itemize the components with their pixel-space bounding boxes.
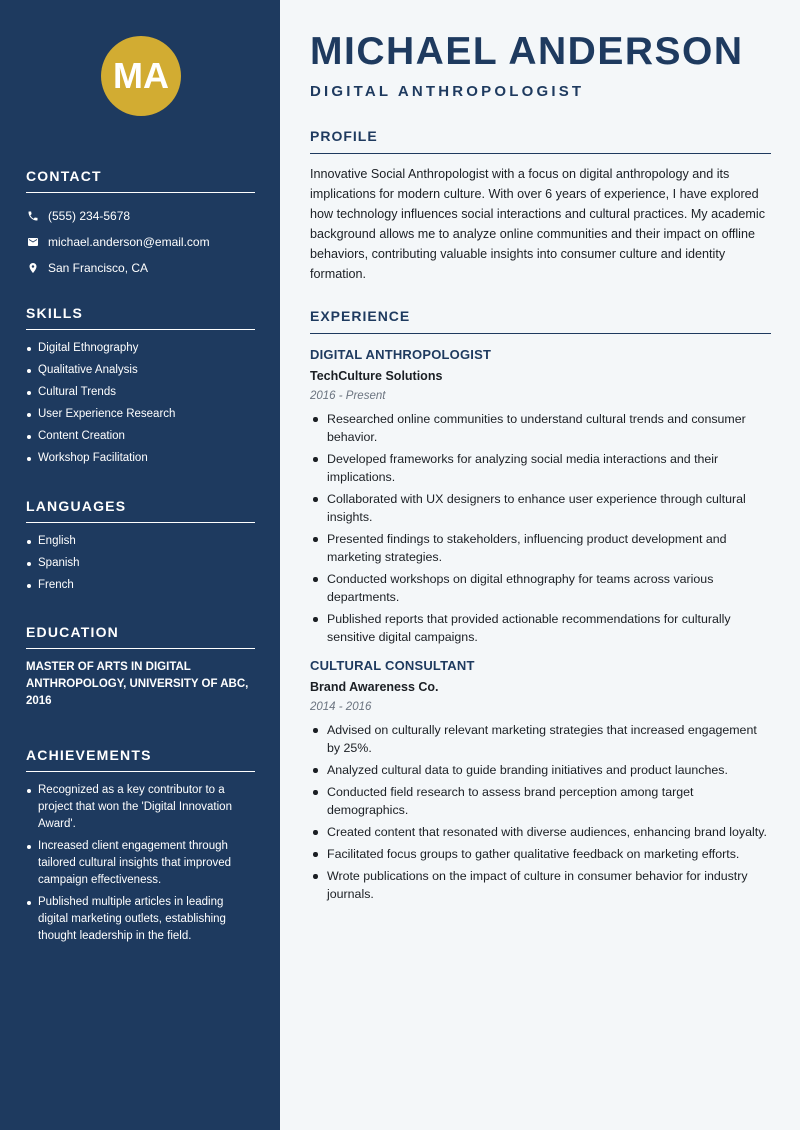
sidebar — [0, 0, 280, 1130]
job-bullet: Created content that resonated with diverse audiences, enhancing brand loyalty. — [310, 823, 771, 841]
job-entry — [310, 347, 771, 646]
achievements-list — [26, 782, 255, 945]
contact-location-text: San Francisco, CA — [48, 261, 149, 275]
contact-location — [26, 255, 255, 281]
profile-section — [310, 128, 771, 284]
language-item: French — [26, 577, 255, 594]
contact-heading: CONTACT — [26, 168, 255, 193]
job-bullet: Conducted workshops on digital ethnography for teams across various departments. — [310, 570, 771, 606]
skill-item: User Experience Research — [26, 406, 255, 423]
profile-text: Innovative Social Anthropologist with a focus on digital anthropology and its implications for modern culture. With over 6 years of experience, I have explored how technology influences social interactions and cultural practices. My academic background allows me to analyze online communities and their impact on offline behaviors, contributing valuable insights into consumer culture and identity formation. — [310, 167, 766, 281]
job-bullet-list — [310, 721, 771, 903]
language-item: Spanish — [26, 555, 255, 572]
job-bullet: Facilitated focus groups to gather qualitative feedback on marketing efforts. — [310, 845, 771, 863]
envelope-icon — [26, 235, 40, 249]
achievement-item: Recognized as a key contributor to a project that won the 'Digital Innovation Award'. — [26, 782, 255, 833]
education-heading: EDUCATION — [26, 624, 255, 649]
contact-phone[interactable] — [26, 203, 255, 229]
profile-heading: PROFILE — [310, 128, 771, 154]
contact-email[interactable] — [26, 229, 255, 255]
avatar-initials: MA — [101, 36, 181, 116]
achievement-item: Increased client engagement through tailored cultural insights that improved campaign effectiveness. — [26, 838, 255, 889]
languages-list — [26, 533, 255, 594]
skill-item: Content Creation — [26, 428, 255, 445]
phone-icon — [26, 209, 40, 223]
job-bullet: Analyzed cultural data to guide branding initiatives and product launches. — [310, 761, 771, 779]
skill-item: Qualitative Analysis — [26, 362, 255, 379]
job-bullet-list — [310, 410, 771, 646]
job-company: Brand Awareness Co. — [310, 680, 439, 694]
job-entry — [310, 658, 771, 903]
job-dates: 2016 - Present — [310, 390, 386, 402]
job-bullet: Wrote publications on the impact of culture in consumer behavior for industry journals. — [310, 867, 771, 903]
candidate-name: MICHAEL ANDERSON — [310, 30, 744, 73]
job-bullet: Presented findings to stakeholders, influencing product development and marketing strategies. — [310, 530, 771, 566]
language-item: English — [26, 533, 255, 550]
map-pin-icon — [26, 261, 40, 275]
languages-heading: LANGUAGES — [26, 498, 255, 523]
skill-item: Digital Ethnography — [26, 340, 255, 357]
contact-email-text: michael.anderson@email.com — [48, 235, 210, 249]
education-degree: MASTER OF ARTS IN DIGITAL ANTHROPOLOGY, UNIVERSITY OF ABC, 2016 — [26, 661, 249, 707]
achievements-heading: ACHIEVEMENTS — [26, 747, 255, 772]
skill-item: Cultural Trends — [26, 384, 255, 401]
contact-section — [26, 168, 255, 281]
job-bullet: Published reports that provided actionable recommendations for culturally sensitive digital campaigns. — [310, 610, 771, 646]
candidate-title: DIGITAL ANTHROPOLOGIST — [310, 83, 585, 100]
job-title: DIGITAL ANTHROPOLOGIST — [310, 347, 492, 362]
job-dates: 2014 - 2016 — [310, 701, 372, 713]
job-title: CULTURAL CONSULTANT — [310, 658, 475, 673]
experience-section — [310, 308, 771, 907]
job-company: TechCulture Solutions — [310, 369, 443, 383]
job-bullet: Developed frameworks for analyzing social media interactions and their implications. — [310, 450, 771, 486]
experience-heading: EXPERIENCE — [310, 308, 771, 334]
job-bullet: Collaborated with UX designers to enhance user experience through cultural insights. — [310, 490, 771, 526]
languages-section — [26, 498, 255, 599]
contact-list — [26, 203, 255, 281]
skills-heading: SKILLS — [26, 305, 255, 330]
job-bullet: Researched online communities to understand cultural trends and consumer behavior. — [310, 410, 771, 446]
skills-section — [26, 305, 255, 472]
achievements-section — [26, 747, 255, 950]
skills-list — [26, 340, 255, 467]
education-section — [26, 624, 255, 710]
skill-item: Workshop Facilitation — [26, 450, 255, 467]
job-bullet: Advised on culturally relevant marketing strategies that increased engagement by 25%. — [310, 721, 771, 757]
main-content — [280, 0, 800, 1130]
job-bullet: Conducted field research to assess brand perception among target demographics. — [310, 783, 771, 819]
contact-phone-text: (555) 234-5678 — [48, 209, 131, 223]
achievement-item: Published multiple articles in leading digital marketing outlets, establishing thought leadership in the field. — [26, 894, 255, 945]
